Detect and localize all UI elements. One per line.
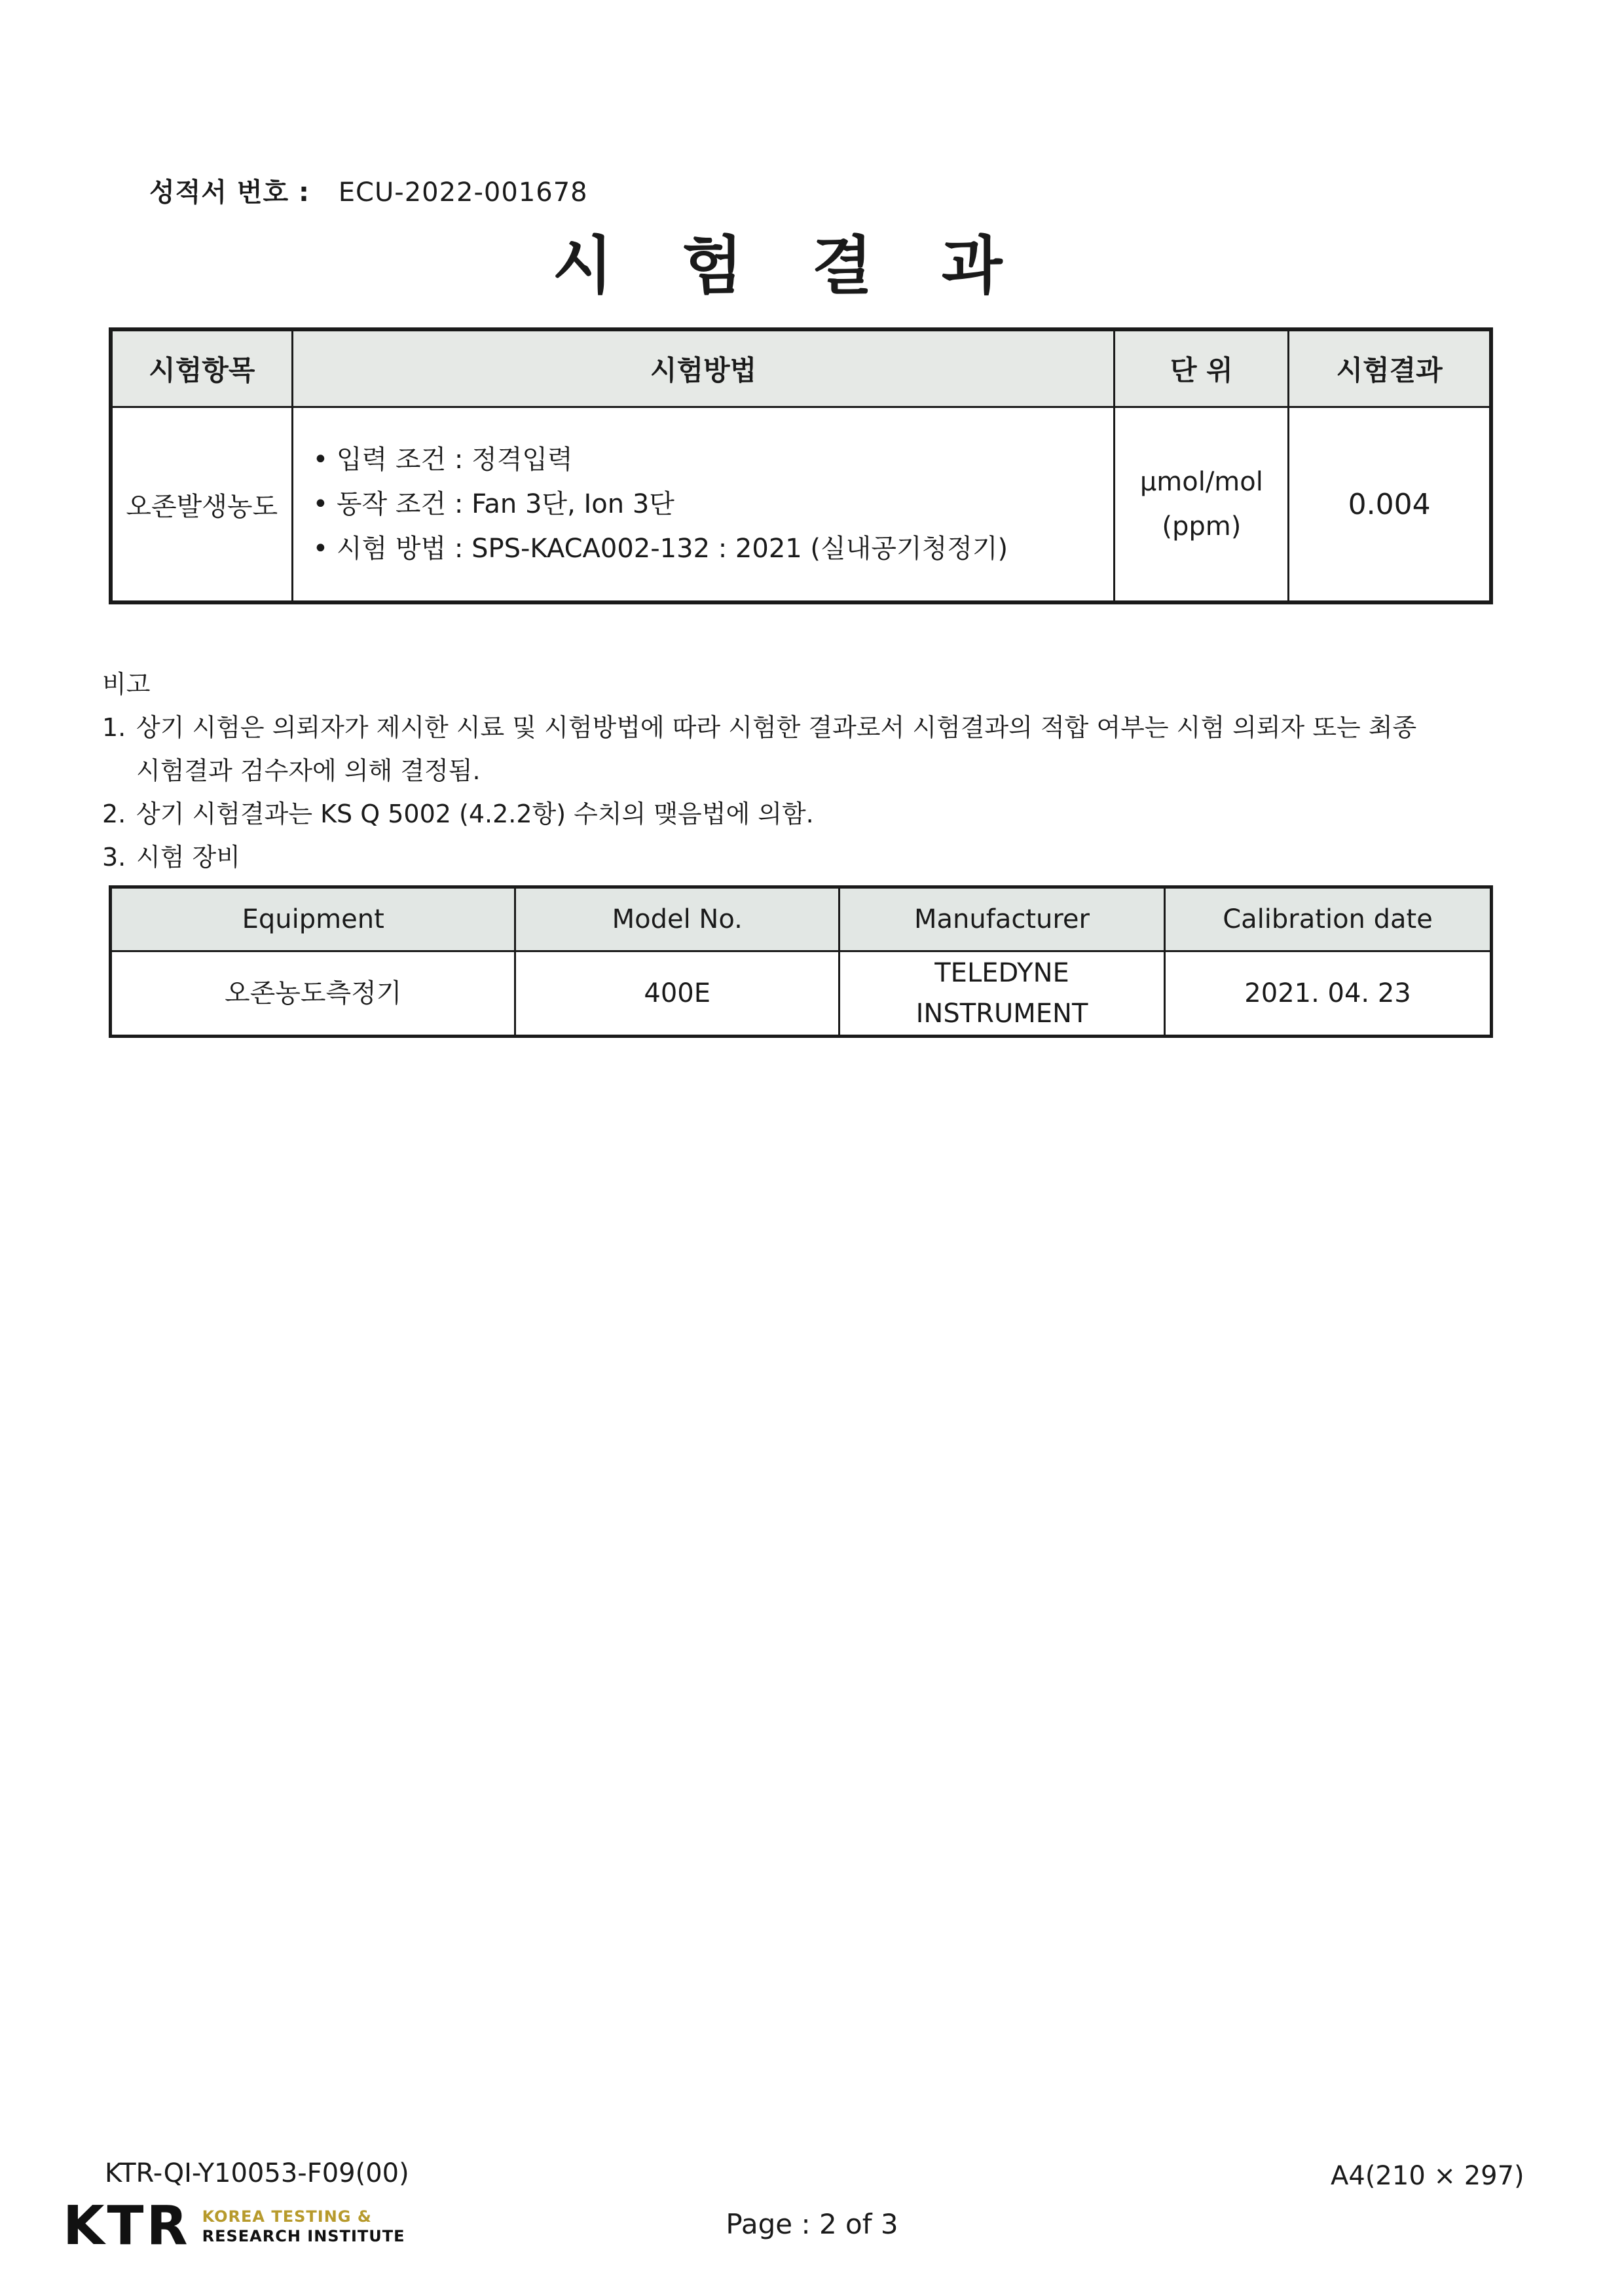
header-calibration-date: Calibration date: [1165, 887, 1492, 951]
header-model-no: Model No.: [515, 887, 840, 951]
remark-number: 3.: [102, 843, 126, 872]
report-number-label: 성적서 번호 :: [149, 177, 310, 208]
logo-subtitle-line-2: RESEARCH INSTITUTE: [202, 2226, 405, 2245]
test-results-table: [109, 327, 1493, 604]
remarks-section: [102, 663, 1497, 879]
header-test-method: 시험방법: [292, 329, 1115, 407]
manufacturer-line-1: TELEDYNE: [934, 958, 1069, 988]
remark-item-2: [102, 792, 1497, 836]
test-method-cell: [292, 407, 1115, 603]
model-no-cell: 400E: [515, 951, 840, 1037]
header-equipment: Equipment: [111, 887, 515, 951]
remark-item-1: [102, 706, 1497, 792]
remark-number: 2.: [102, 800, 126, 828]
paper-size: A4(210 × 297): [1331, 2161, 1524, 2191]
remark-text: 시험 장비: [136, 843, 240, 872]
remarks-heading: 비고: [102, 670, 151, 699]
manufacturer-line-2: INSTRUMENT: [915, 999, 1088, 1029]
header-test-result: 시험결과: [1289, 329, 1491, 407]
remark-text-line-1: 상기 시험은 의뢰자가 제시한 시료 및 시험방법에 따라 시험한 결과로서 시험결과의 적합 여부는 시험 의뢰자 또는 최종: [136, 713, 1417, 742]
remark-number: 1.: [102, 713, 126, 742]
equipment-header-row: [111, 887, 1492, 951]
calibration-date-cell: 2021. 04. 23: [1165, 951, 1492, 1037]
unit-line-1: μmol/mol: [1139, 467, 1263, 497]
equipment-name-cell: 오존농도측정기: [111, 951, 515, 1037]
results-data-row: [111, 407, 1491, 603]
results-header-row: [111, 329, 1491, 407]
remark-text: 상기 시험결과는 KS Q 5002 (4.2.2항) 수치의 맺음법에 의함.: [136, 800, 814, 828]
remark-item-3: [102, 836, 1497, 879]
test-item-cell: 오존발생농도: [111, 407, 292, 603]
table-row: [111, 951, 1492, 1037]
page-title: 시 험 결 과: [552, 229, 1026, 303]
remark-text-line-2: 시험결과 검수자에 의해 결정됨.: [136, 756, 481, 785]
method-input-condition: • 입력 조건 : 정격입력: [312, 445, 573, 475]
header-manufacturer: Manufacturer: [839, 887, 1164, 951]
remark-text: [136, 706, 1497, 792]
equipment-table: [109, 885, 1493, 1038]
report-number-value: ECU-2022-001678: [338, 177, 588, 208]
method-test-standard: • 시험 방법 : SPS-KACA002-132 : 2021 (실내공기청정기): [312, 534, 1008, 564]
header-test-item: 시험항목: [111, 329, 292, 407]
logo-mark: KTR: [63, 2195, 191, 2257]
page-number: Page : 2 of 3: [726, 2208, 898, 2240]
header-unit: 단 위: [1115, 329, 1289, 407]
form-code: KTR-QI-Y10053-F09(00): [105, 2158, 409, 2188]
manufacturer-cell: [839, 951, 1164, 1037]
unit-cell: [1115, 407, 1289, 603]
report-number-line: [149, 172, 588, 209]
logo-subtitle-line-1: KOREA TESTING &: [202, 2207, 372, 2226]
method-operating-condition: • 동작 조건 : Fan 3단, Ion 3단: [312, 489, 674, 519]
unit-line-2: (ppm): [1162, 511, 1242, 542]
result-value-cell: 0.004: [1289, 407, 1491, 603]
